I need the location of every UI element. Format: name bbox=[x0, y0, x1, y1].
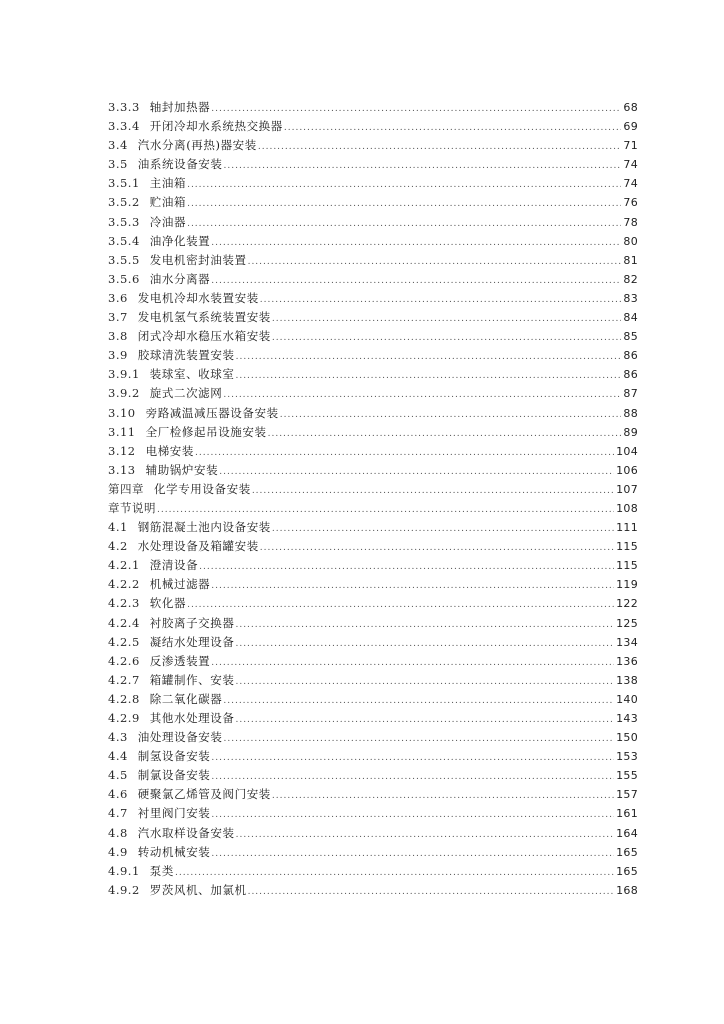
toc-entry-page: 108 bbox=[616, 501, 638, 515]
toc-entry-title: 泵类 bbox=[149, 863, 174, 878]
toc-entry-title: 软化器 bbox=[149, 596, 187, 611]
toc-entry-number: 4.5 bbox=[108, 768, 128, 783]
toc-entry-page: 140 bbox=[616, 692, 638, 706]
toc-entry bbox=[108, 480, 638, 499]
toc-entry-number: 3.5.2 bbox=[108, 195, 140, 210]
toc-entry-page: 86 bbox=[623, 349, 638, 363]
toc-entry bbox=[108, 117, 638, 136]
toc-entry-title: 闭式冷却水稳压水箱安装 bbox=[137, 329, 271, 344]
toc-entry-number: 3.9.1 bbox=[108, 367, 140, 382]
toc-entry-number: 4.7 bbox=[108, 806, 128, 821]
toc-entry-page: 136 bbox=[616, 654, 638, 668]
toc-entry-title: 轴封加热器 bbox=[149, 100, 211, 114]
dot-leader bbox=[211, 272, 621, 291]
toc-entry-title: 油净化装置 bbox=[149, 233, 211, 248]
toc-entry bbox=[108, 575, 638, 594]
table-of-contents bbox=[108, 98, 638, 900]
toc-entry-title: 汽水分离(再热)器安装 bbox=[137, 138, 257, 153]
toc-entry-number: 3.10 bbox=[108, 405, 136, 420]
toc-entry-page: 76 bbox=[623, 196, 638, 210]
dot-leader bbox=[211, 845, 614, 864]
toc-entry bbox=[108, 136, 638, 155]
toc-entry-title: 发电机密封油装置 bbox=[149, 252, 247, 267]
dot-leader bbox=[235, 367, 621, 386]
toc-entry-title: 主油箱 bbox=[149, 176, 187, 191]
toc-entry-number: 3.3.3 bbox=[108, 100, 140, 114]
toc-entry-number: 4.2.9 bbox=[108, 711, 140, 725]
dot-leader bbox=[211, 806, 614, 825]
toc-entry-number: 4.8 bbox=[108, 825, 128, 840]
dot-leader bbox=[224, 730, 615, 749]
toc-entry-number: 4.9.2 bbox=[108, 882, 140, 897]
toc-entry-title: 贮油箱 bbox=[149, 195, 187, 210]
toc-entry-number: 4.2.6 bbox=[108, 653, 140, 668]
toc-entry-number: 3.5.3 bbox=[108, 214, 140, 229]
toc-entry-page: 80 bbox=[623, 234, 638, 248]
toc-entry bbox=[108, 213, 638, 232]
toc-entry-page: 164 bbox=[616, 826, 638, 840]
dot-leader bbox=[211, 654, 614, 673]
toc-entry-title: 箱罐制作、安装 bbox=[149, 672, 235, 687]
toc-entry-number: 3.5 bbox=[108, 157, 128, 172]
dot-leader bbox=[272, 310, 621, 329]
toc-entry-page: 68 bbox=[623, 101, 638, 114]
dot-leader bbox=[195, 444, 614, 463]
toc-entry-page: 168 bbox=[616, 883, 638, 897]
dot-leader bbox=[187, 596, 614, 615]
toc-entry bbox=[108, 270, 638, 289]
dot-leader bbox=[219, 463, 614, 482]
dot-leader bbox=[224, 157, 622, 176]
toc-entry-number: 3.12 bbox=[108, 443, 136, 458]
dot-leader bbox=[260, 291, 622, 310]
dot-leader bbox=[187, 195, 621, 214]
toc-entry-number: 4.9 bbox=[108, 844, 128, 859]
toc-entry-number: 4.1 bbox=[108, 520, 128, 535]
dot-leader bbox=[235, 635, 614, 654]
toc-entry-number: 4.9.1 bbox=[108, 863, 140, 878]
toc-entry-number: 3.3.4 bbox=[108, 119, 140, 134]
toc-entry-page: 88 bbox=[623, 406, 638, 420]
toc-entry-page: 82 bbox=[623, 272, 638, 286]
dot-leader bbox=[211, 749, 614, 768]
toc-entry-title: 澄清设备 bbox=[149, 558, 199, 573]
toc-entry bbox=[108, 461, 638, 480]
toc-entry-title: 发电机冷却水装置安装 bbox=[137, 290, 259, 305]
toc-entry bbox=[108, 289, 638, 308]
toc-entry-number: 3.5.1 bbox=[108, 176, 140, 191]
toc-entry-title: 衬胶离子交换器 bbox=[149, 615, 235, 630]
toc-entry-title: 油处理设备安装 bbox=[137, 730, 223, 745]
dot-leader bbox=[272, 329, 621, 348]
toc-entry-number: 3.7 bbox=[108, 310, 128, 325]
toc-entry bbox=[108, 251, 638, 270]
dot-leader bbox=[187, 215, 621, 234]
toc-entry-title: 反渗透装置 bbox=[149, 653, 211, 668]
toc-entry-number: 4.2 bbox=[108, 539, 128, 554]
toc-entry-page: 119 bbox=[616, 578, 638, 592]
toc-entry-title: 硬聚氯乙烯管及阀门安装 bbox=[137, 787, 271, 802]
dot-leader bbox=[187, 176, 621, 195]
toc-entry bbox=[108, 652, 638, 671]
dot-leader bbox=[236, 826, 614, 845]
dot-leader bbox=[199, 558, 614, 577]
toc-entry bbox=[108, 174, 638, 193]
toc-entry-page: 122 bbox=[616, 597, 638, 611]
toc-entry bbox=[108, 690, 638, 709]
toc-entry-title: 旋式二次滤网 bbox=[149, 386, 223, 401]
toc-entry-number: 章节说明 bbox=[108, 500, 156, 515]
toc-entry-title: 罗茨风机、加氯机 bbox=[149, 882, 247, 897]
toc-entry bbox=[108, 346, 638, 365]
dot-leader bbox=[211, 577, 614, 596]
toc-entry bbox=[108, 633, 638, 652]
toc-entry-page: 85 bbox=[623, 330, 638, 344]
toc-entry-number: 3.9 bbox=[108, 348, 128, 363]
toc-entry-number: 3.6 bbox=[108, 290, 128, 305]
toc-entry-page: 165 bbox=[616, 845, 638, 859]
toc-entry-number: 4.6 bbox=[108, 787, 128, 802]
toc-entry-page: 78 bbox=[623, 215, 638, 229]
toc-entry-title: 开闭冷却水系统热交换器 bbox=[149, 119, 283, 134]
toc-entry-number: 4.2.2 bbox=[108, 577, 140, 592]
toc-entry bbox=[108, 308, 638, 327]
toc-entry-title: 电梯安装 bbox=[145, 443, 195, 458]
dot-leader bbox=[272, 520, 614, 539]
toc-entry-number: 3.5.5 bbox=[108, 252, 140, 267]
toc-entry-title: 凝结水处理设备 bbox=[149, 634, 235, 649]
toc-entry-title: 胶球清洗装置安装 bbox=[137, 348, 235, 363]
toc-entry-page: 138 bbox=[616, 673, 638, 687]
toc-entry-page: 69 bbox=[623, 120, 638, 134]
dot-leader bbox=[248, 883, 615, 902]
toc-entry-title: 旁路减温减压器设备安装 bbox=[145, 405, 279, 420]
toc-entry bbox=[108, 766, 638, 785]
toc-entry bbox=[108, 327, 638, 346]
dot-leader bbox=[223, 386, 621, 405]
toc-entry-page: 125 bbox=[616, 616, 638, 630]
toc-entry-title: 机械过滤器 bbox=[149, 577, 211, 592]
toc-entry bbox=[108, 232, 638, 251]
toc-entry bbox=[108, 404, 638, 423]
toc-entry-page: 107 bbox=[616, 482, 638, 496]
toc-entry bbox=[108, 423, 638, 442]
toc-entry-title: 除二氧化碳器 bbox=[149, 691, 223, 706]
toc-entry bbox=[108, 709, 638, 728]
toc-entry-page: 115 bbox=[616, 559, 638, 573]
toc-entry-number: 3.13 bbox=[108, 462, 136, 477]
dot-leader bbox=[235, 616, 614, 635]
toc-entry-page: 71 bbox=[623, 139, 638, 153]
toc-entry-page: 81 bbox=[623, 253, 638, 267]
dot-leader bbox=[236, 348, 622, 367]
toc-entry-number: 4.2.4 bbox=[108, 615, 140, 630]
toc-entry-number: 3.5.6 bbox=[108, 271, 140, 286]
toc-entry-number: 4.2.7 bbox=[108, 672, 140, 687]
toc-entry-page: 153 bbox=[616, 750, 638, 764]
toc-entry-title: 钢筋混凝土池内设备安装 bbox=[137, 520, 271, 535]
toc-entry-page: 155 bbox=[616, 769, 638, 783]
toc-entry-title: 发电机氢气系统装置安装 bbox=[137, 310, 271, 325]
toc-entry-number: 3.5.4 bbox=[108, 233, 140, 248]
toc-entry-title: 化学专用设备安装 bbox=[154, 481, 251, 496]
toc-entry-title: 全厂检修起吊设施安装 bbox=[145, 424, 267, 439]
toc-entry bbox=[108, 862, 638, 881]
toc-entry bbox=[108, 155, 638, 174]
toc-entry-page: 106 bbox=[616, 463, 638, 477]
toc-entry bbox=[108, 442, 638, 461]
toc-entry bbox=[108, 747, 638, 766]
toc-entry-title: 转动机械安装 bbox=[137, 844, 211, 859]
toc-entry bbox=[108, 728, 638, 747]
toc-entry-page: 161 bbox=[616, 807, 638, 821]
toc-entry-page: 157 bbox=[616, 788, 638, 802]
toc-entry bbox=[108, 499, 638, 518]
toc-entry-page: 143 bbox=[616, 712, 638, 725]
dot-leader bbox=[252, 482, 614, 501]
toc-entry-page: 89 bbox=[623, 425, 638, 439]
toc-entry-page: 111 bbox=[616, 521, 638, 535]
toc-entry-number: 4.2.8 bbox=[108, 691, 140, 706]
toc-entry-page: 104 bbox=[616, 444, 638, 458]
toc-entry-title: 衬里阀门安装 bbox=[137, 806, 211, 821]
toc-entry bbox=[108, 824, 638, 843]
toc-entry bbox=[108, 594, 638, 613]
toc-entry bbox=[108, 365, 638, 384]
toc-entry bbox=[108, 785, 638, 804]
toc-entry-page: 86 bbox=[623, 368, 638, 382]
toc-entry bbox=[108, 537, 638, 556]
toc-entry-page: 150 bbox=[616, 731, 638, 745]
toc-entry-number: 3.8 bbox=[108, 329, 128, 344]
toc-entry bbox=[108, 518, 638, 537]
dot-leader bbox=[211, 768, 614, 787]
toc-entry-title: 油系统设备安装 bbox=[137, 157, 223, 172]
toc-entry-number: 3.9.2 bbox=[108, 386, 140, 401]
toc-entry-number: 4.2.1 bbox=[108, 558, 140, 573]
toc-entry-title: 汽水取样设备安装 bbox=[137, 825, 235, 840]
dot-leader bbox=[211, 234, 621, 253]
toc-entry bbox=[108, 843, 638, 862]
toc-entry bbox=[108, 384, 638, 403]
toc-entry-title: 制氯设备安装 bbox=[137, 768, 211, 783]
toc-entry bbox=[108, 881, 638, 900]
toc-entry-page: 115 bbox=[616, 540, 638, 554]
toc-entry-page: 165 bbox=[616, 864, 638, 878]
toc-entry-number: 4.4 bbox=[108, 749, 128, 764]
toc-entry-page: 84 bbox=[623, 311, 638, 325]
dot-leader bbox=[280, 406, 622, 425]
toc-entry-number: 第四章 bbox=[108, 481, 144, 496]
dot-leader bbox=[258, 138, 622, 157]
toc-entry-title: 辅助锅炉安装 bbox=[145, 462, 219, 477]
toc-entry-title: 油水分离器 bbox=[149, 271, 211, 286]
toc-entry bbox=[108, 804, 638, 823]
dot-leader bbox=[235, 711, 614, 730]
toc-entry bbox=[108, 671, 638, 690]
toc-entry bbox=[108, 614, 638, 633]
toc-entry bbox=[108, 193, 638, 212]
toc-entry-title: 制氢设备安装 bbox=[137, 749, 211, 764]
dot-leader bbox=[223, 692, 614, 711]
toc-entry-title: 装球室、收球室 bbox=[149, 367, 235, 382]
toc-entry-number: 4.2.3 bbox=[108, 596, 140, 611]
dot-leader bbox=[272, 787, 614, 806]
toc-entry-page: 83 bbox=[623, 291, 638, 305]
toc-entry-page: 134 bbox=[616, 635, 638, 649]
toc-entry-page: 87 bbox=[623, 387, 638, 401]
toc-entry-title: 冷油器 bbox=[149, 214, 187, 229]
dot-leader bbox=[284, 119, 622, 138]
toc-entry-title: 其他水处理设备 bbox=[149, 711, 235, 725]
dot-leader bbox=[268, 425, 622, 444]
toc-entry-page: 74 bbox=[623, 158, 638, 172]
toc-entry-number: 4.2.5 bbox=[108, 634, 140, 649]
toc-entry bbox=[108, 556, 638, 575]
toc-entry-page: 74 bbox=[623, 177, 638, 191]
toc-entry-number: 3.4 bbox=[108, 138, 128, 153]
toc-entry-title: 水处理设备及箱罐安装 bbox=[137, 539, 259, 554]
toc-entry-number: 3.11 bbox=[108, 424, 136, 439]
dot-leader bbox=[260, 539, 614, 558]
toc-entry bbox=[108, 98, 638, 117]
toc-entry-number: 4.3 bbox=[108, 730, 128, 745]
dot-leader bbox=[248, 253, 622, 272]
dot-leader bbox=[235, 673, 614, 692]
